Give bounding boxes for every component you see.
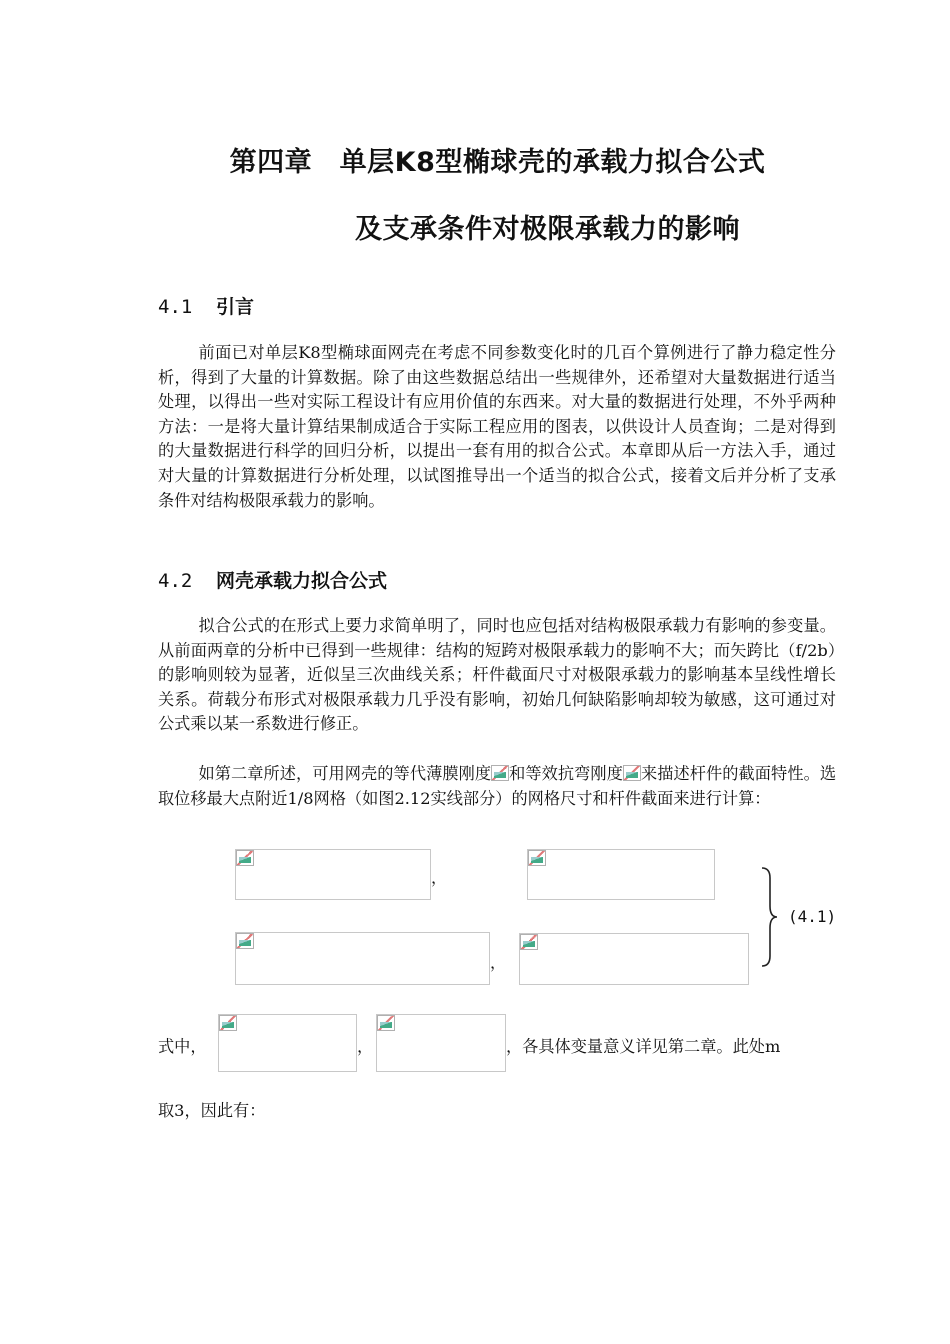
section-heading-4-1 [158,292,254,319]
section-title: 引言 [216,296,255,318]
where-prefix: 式中， [158,1037,207,1056]
chapter-title-line1: 第四章 单层K8型椭球壳的承载力拟合公式 [229,147,766,178]
broken-image-icon [520,934,538,950]
formula-paragraph-2 [158,762,836,811]
broken-image-icon [236,850,254,866]
paragraph-text: 和等效抗弯刚度 [509,764,623,783]
right-brace-icon [760,866,780,968]
where-separator: ， [357,1037,374,1056]
paragraph-text: 如第二章所述，可用网壳的等代薄膜刚度 [198,764,492,783]
broken-image-icon [528,850,546,866]
equation-separator: ， [490,953,507,972]
broken-image-icon [236,933,254,949]
equation-image-placeholder [235,932,490,985]
where-line-2: 取3，因此有： [158,1101,266,1120]
formula-paragraph-1: 拟合公式的在形式上要力求简单明了，同时也应包括对结构极限承载力有影响的参变量。从前面两章的分析中已得到一些规律：结构的短跨对极限承载力的影响不大；而矢跨比（f/2b）的影响则较为显著，近似呈三次曲线关系；杆件截面尺寸对极限承载力的影响基本呈线性增长关系。荷载分布形式对极限承载力几乎没有影响，初始几何缺陷影响却较为敏感，这可通过对公式乘以某一系数进行修正。 [158,616,836,734]
variable-image-placeholder [218,1014,357,1072]
broken-image-icon [491,765,509,781]
equation-separator: ， [431,868,448,887]
broken-image-icon [623,765,641,781]
section-number: 4.2 [158,570,193,592]
section-title: 网壳承载力拟合公式 [216,570,388,592]
section-heading-4-2 [158,566,387,593]
variable-image-placeholder [376,1014,506,1072]
section-number: 4.1 [158,296,193,318]
where-suffix: ，各具体变量意义详见第二章。此处m [506,1037,781,1056]
broken-image-icon [219,1015,237,1031]
equation-image-placeholder [235,849,431,900]
intro-paragraph: 前面已对单层K8型椭球面网壳在考虑不同参数变化时的几百个算例进行了静力稳定性分析，得到了大量的计算数据。除了由这些数据总结出一些规律外，还希望对大量数据进行适当处理，以得出一些对实际工程设计有应用价值的东西来。对大量的数据进行处理，不外乎两种方法：一是将大量计算结果制成适合于实际工程应用的图表，以供设计人员查询；二是对得到的大量数据进行科学的回归分析，以提出一套有用的拟合公式。本章即从后一方法入手，通过对大量的计算数据进行分析处理，以试图推导出一个适当的拟合公式，接着文后并分析了支承条件对结构极限承载力的影响。 [158,343,836,510]
equation-image-placeholder [527,849,715,900]
chapter-title-line2: 及支承条件对极限承载力的影响 [355,214,740,245]
paragraph-text: 来描述杆件的截面特性。选取位移最大点附近1/8网格（如图2.12实线部分）的网格尺寸和杆件截面来进行计算： [158,764,837,808]
equation-image-placeholder [519,933,749,985]
broken-image-icon [377,1015,395,1031]
equation-number: (4.1) [788,907,837,926]
